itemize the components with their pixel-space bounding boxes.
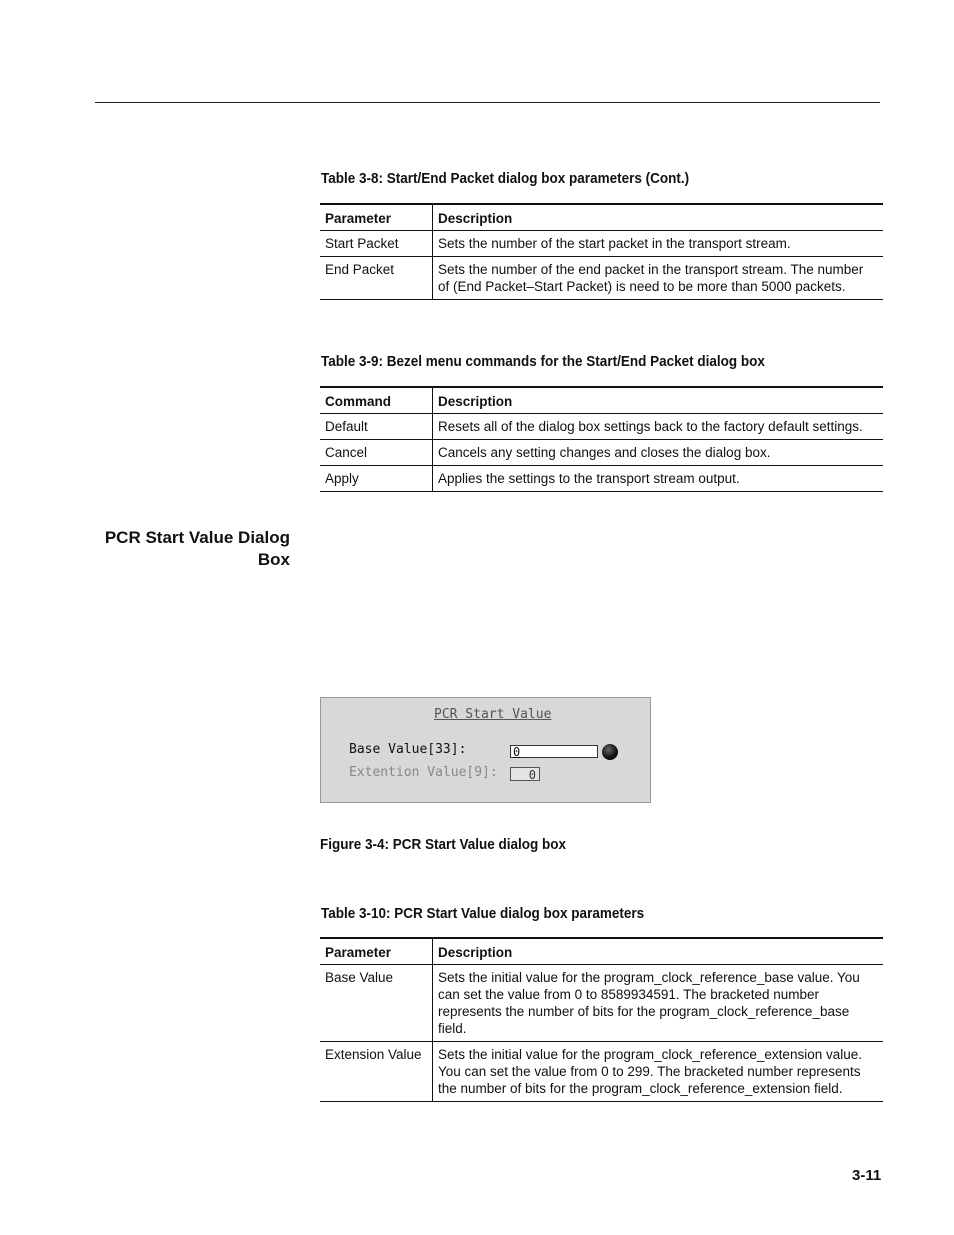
table-cell: Base Value — [320, 965, 433, 1042]
knob-icon[interactable] — [602, 744, 618, 760]
pcr-start-value-dialog — [320, 697, 651, 803]
section-heading-line: Box — [257, 550, 290, 569]
table-3-8 — [320, 203, 883, 300]
base-value-text: 0 — [513, 745, 521, 759]
column-header: Description — [433, 938, 884, 965]
table-row — [320, 466, 883, 492]
header-rule — [95, 102, 880, 103]
table-row — [320, 440, 883, 466]
table-cell: Sets the initial value for the program_clock_reference_extension value. You can set the value from 0 to 299. The bracketed number represents the number of bits for the program_clock_reference_extension field. — [433, 1042, 884, 1102]
table-cell: Resets all of the dialog box settings back to the factory default settings. — [433, 414, 884, 440]
table-cell: Sets the number of the start packet in the transport stream. — [433, 231, 884, 257]
table-cell: End Packet — [320, 257, 433, 300]
base-value-label: Base Value[33]: — [349, 742, 467, 757]
table-cell: Apply — [320, 466, 433, 492]
table-row — [320, 257, 883, 300]
extention-value-label: Extention Value[9]: — [349, 765, 498, 780]
table-cell: Sets the number of the end packet in the transport stream. The number of (End Packet–Start Packet) is need to be more than 5000 packets. — [433, 257, 884, 300]
table-cell: Sets the initial value for the program_clock_reference_base value. You can set the value from 0 to 8589934591. The bracketed number represents the number of bits for the program_clock_reference_base field. — [433, 965, 884, 1042]
column-header: Description — [433, 387, 884, 414]
table-cell: Start Packet — [320, 231, 433, 257]
extention-value-field[interactable]: 0 — [510, 767, 540, 781]
table-row — [320, 414, 883, 440]
table-header-row — [320, 938, 883, 965]
column-header: Command — [320, 387, 433, 414]
table-3-9 — [320, 386, 883, 492]
table-row — [320, 1042, 883, 1102]
table-cell: Extension Value — [320, 1042, 433, 1102]
table-row — [320, 231, 883, 257]
column-header: Parameter — [320, 204, 433, 231]
table-3-10-caption: Table 3-10: PCR Start Value dialog box parameters — [321, 905, 645, 922]
table-3-9-caption: Table 3-9: Bezel menu commands for the Start/End Packet dialog box — [321, 353, 765, 370]
table-3-8-caption: Table 3-8: Start/End Packet dialog box parameters (Cont.) — [321, 170, 690, 187]
column-header: Description — [433, 204, 884, 231]
table-cell: Default — [320, 414, 433, 440]
table-header-row — [320, 387, 883, 414]
table-cell: Applies the settings to the transport stream output. — [433, 466, 884, 492]
column-header: Parameter — [320, 938, 433, 965]
base-value-field[interactable] — [510, 745, 598, 758]
section-heading — [100, 527, 290, 571]
table-row — [320, 965, 883, 1042]
dialog-title: PCR Start Value — [434, 707, 552, 722]
table-cell: Cancel — [320, 440, 433, 466]
table-cell: Cancels any setting changes and closes the dialog box. — [433, 440, 884, 466]
page-number: 3-11 — [852, 1167, 882, 1184]
table-header-row — [320, 204, 883, 231]
section-heading-line: PCR Start Value Dialog — [104, 528, 290, 547]
table-3-10 — [320, 937, 883, 1102]
figure-caption: Figure 3-4: PCR Start Value dialog box — [320, 836, 567, 853]
